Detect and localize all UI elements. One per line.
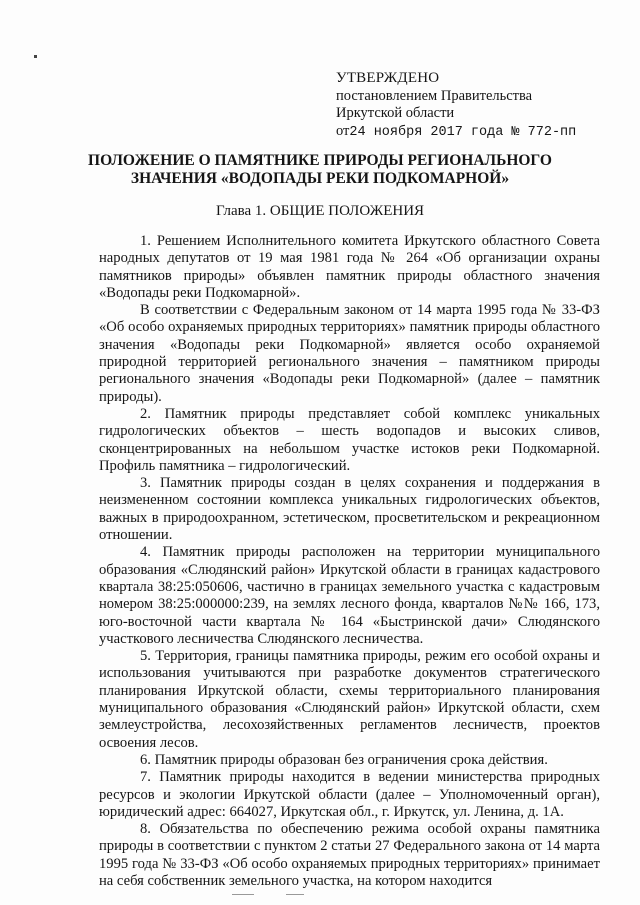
approval-stamp (336, 70, 626, 141)
bottom-edge-mark (232, 894, 254, 895)
paragraph: 1. Решением Исполнительного комитета Иркутского областного Совета народных депутатов от 19 мая 1981 года № 264 «Об организации охраны памятников природы» объявлен памятник природы областного значения «Водопады реки Подкомарной». (99, 233, 600, 301)
approval-date-number: 24 ноября 2017 года № 772-пп (349, 124, 577, 140)
chapter-heading: Глава 1. ОБЩИЕ ПОЛОЖЕНИЯ (215, 203, 425, 219)
paragraph: 4. Памятник природы расположен на территории муниципального образования «Слюдянский район» Иркутской области в границах кадастрового квартала 38:25:050606, частично в границах земельного участка с кадастровым номером 38:25:000000:239, на землях лесного фонда, кварталов №№ 166, 173, юго-восточной части квартала № 164 «Быстринской дачи» Слюдянского участкового лесничества Слюдянского лесничества. (99, 544, 600, 647)
approval-line-2: Иркутской области (336, 105, 455, 121)
document-title (0, 152, 640, 188)
paragraph: 5. Территория, границы памятника природы, режим его особой охраны и использования учитываются при разработке документов стратегического планирования Иркутской области, схемы территориального планирования муниципального образования «Слюдянский район» Иркутской области, схем землеустройства, лесохозяйственных регламентов лесничеств, проектов освоения лесов. (99, 648, 600, 751)
bottom-edge-mark (286, 894, 304, 895)
approval-heading: УТВЕРЖДЕНО (336, 70, 440, 86)
document-title-line-2: ЗНАЧЕНИЯ «ВОДОПАДЫ РЕКИ ПОДКОМАРНОЙ» (130, 170, 510, 187)
document-body (99, 233, 600, 890)
paragraph: В соответствии с Федеральным законом от 14 марта 1995 года № 33-ФЗ «Об особо охраняемых природных территориях» памятник природы областного значения «Водопады реки Подкомарной» является особо охраняемой природной территорией регионального значения – памятником природы регионального значения «Водопады реки Подкомарной» (далее – памятник природы). (99, 302, 600, 405)
scan-speck (34, 55, 37, 58)
document-title-line-1: ПОЛОЖЕНИЕ О ПАМЯТНИКЕ ПРИРОДЫ РЕГИОНАЛЬНОГО (88, 152, 552, 169)
paragraph: 2. Памятник природы представляет собой комплекс уникальных гидрологических объектов – шесть водопадов и высоких сливов, сконцентрированных на небольшом участке истоков реки Подкомарной. Профиль памятника – гидрологический. (99, 405, 600, 474)
approval-date-line (336, 123, 626, 142)
approval-from: от (336, 122, 350, 139)
paragraph: 8. Обязательства по обеспечению режима особой охраны памятника природы в соответствии с пунктом 2 статьи 27 Федерального закона от 14 марта 1995 года № 33-ФЗ «Об особо охраняемых природных территориях» принимает на себя собственник земельного участка, на котором находится (99, 821, 600, 889)
paragraph: 3. Памятник природы создан в целях сохранения и поддержания в неизмененном состоянии комплекса уникальных гидрологических объектов, важных в природоохранном, эстетическом, просветительском и рекреационном отношении. (99, 475, 600, 544)
paragraph: 7. Памятник природы находится в ведении министерства природных ресурсов и экологии Иркутской области (далее – Уполномоченный орган), юридический адрес: 664027, Иркутская обл., г. Иркутск, ул. Ленина, д. 1А. (99, 769, 600, 820)
paragraph: 6. Памятник природы образован без ограничения срока действия. (140, 751, 548, 768)
approval-line-1: постановлением Правительства (336, 87, 533, 104)
